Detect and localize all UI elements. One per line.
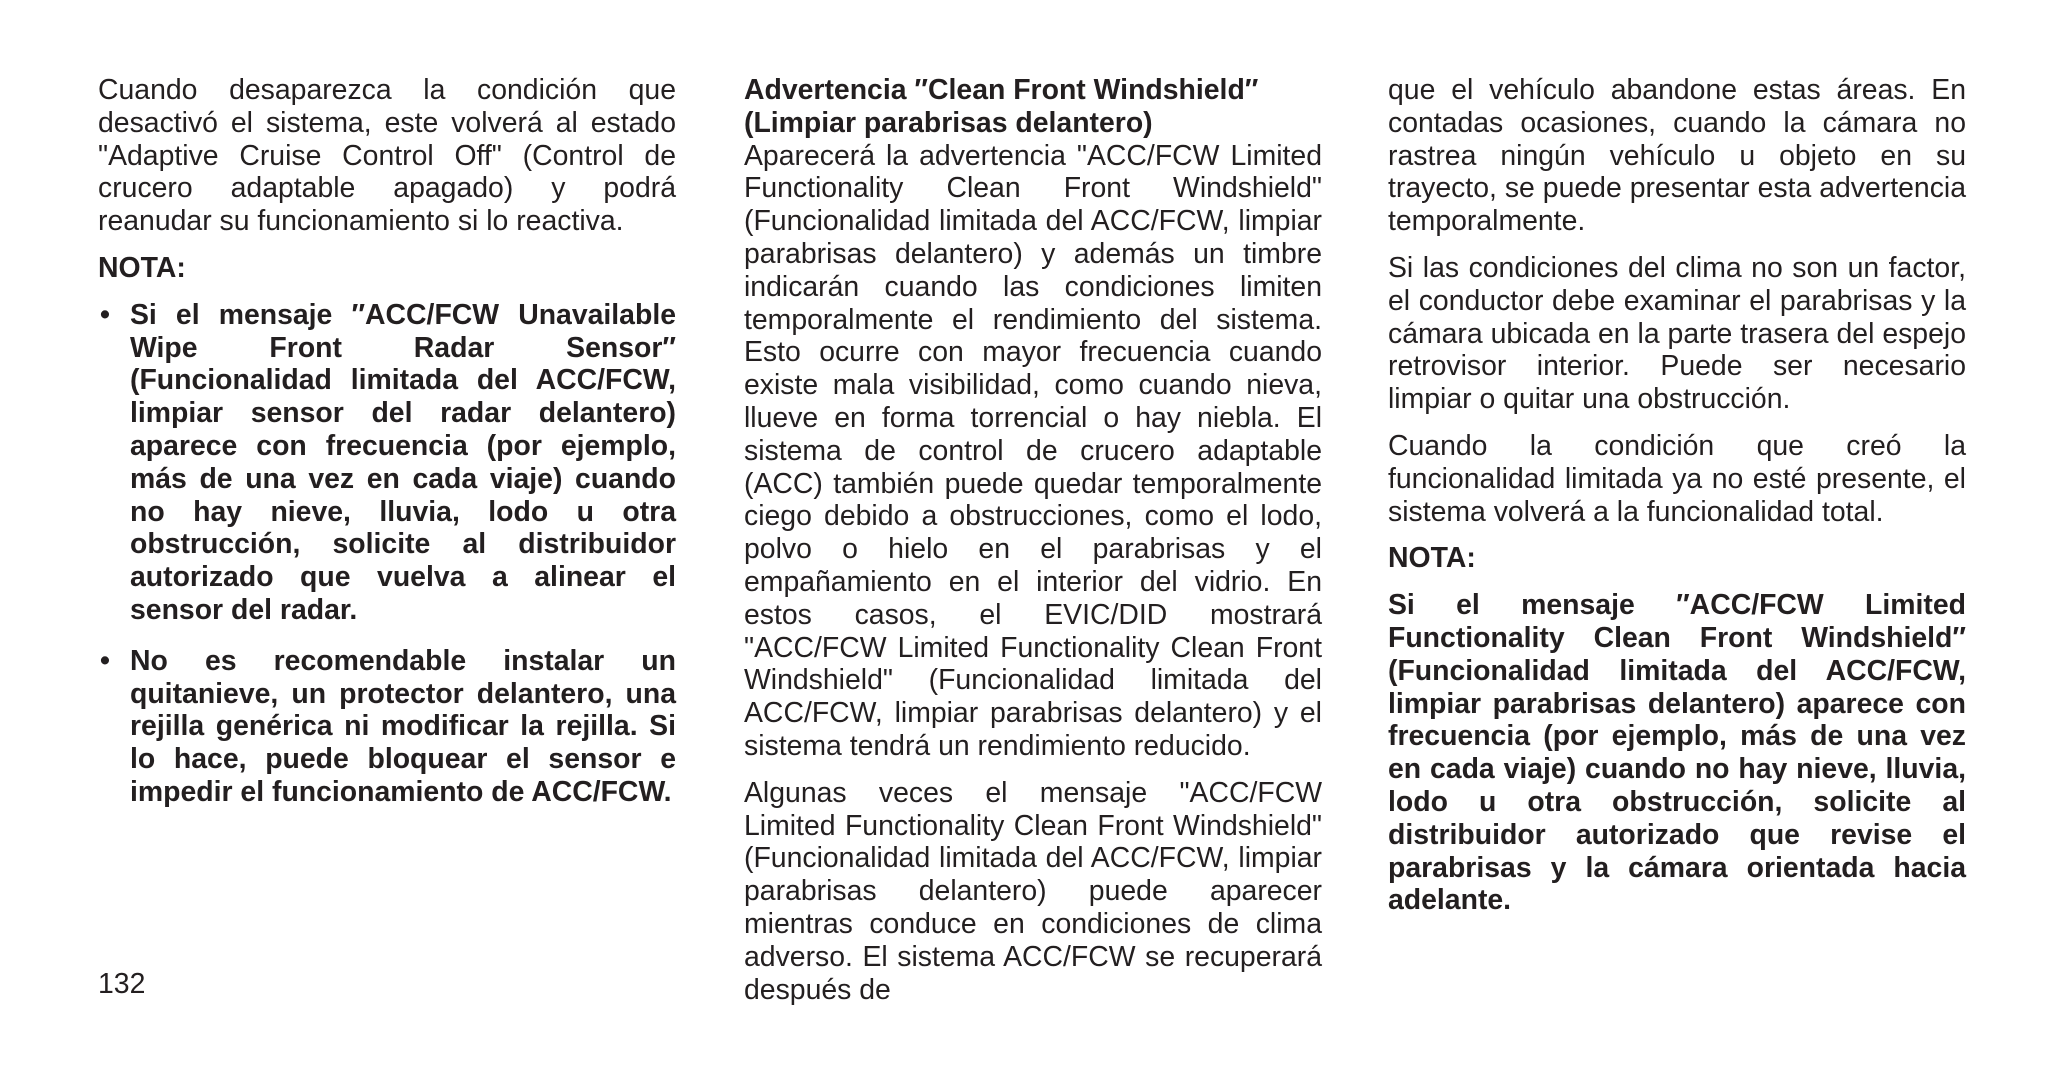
bullet-text: No es recomendable instalar un quitanieve, un protector delantero, una rejilla genérica ni modificar la rejilla. Si lo hace, puede bloquear el sensor e impedir el funcionamiento de ACC/FCW. [130,644,676,808]
column-left [98,74,676,827]
list-item [98,645,676,809]
bullet-icon: • [100,298,110,331]
warning-description-paragraph: Aparecerá la advertencia "ACC/FCW Limited Functionality Clean Front Windshield" (Funcionalidad limitada del ACC/FCW, limpiar parabrisas delantero) y además un timbre indicarán cuando las condiciones limiten temporalmente el rendimiento del sistema. Esto ocurre con mayor frecuencia cuando existe mala visibilidad, como cuando nieva, llueve en forma torrencial o hay niebla. El sistema de control de crucero adaptable (ACC) también puede quedar temporalmente ciego debido a obstrucciones, como el lodo, polvo o hielo en el parabrisas y el empañamiento en el interior del vidrio. En estos casos, el EVIC/DID mostrará "ACC/FCW Limited Functionality Clean Front Windshield" (Funcionalidad limitada del ACC/FCW, limpiar parabrisas delantero) y el sistema tendrá un rendimiento reducido. [744,139,1322,762]
nota-bullet-list [98,299,676,809]
heading-line-1: Advertencia ″Clean Front Windshield″ [744,74,1259,106]
column-middle [744,74,1322,1020]
nota-label: NOTA: [98,251,186,284]
recovery-paragraph: Cuando la condición que creó la funcionalidad limitada ya no esté presente, el sistema volverá a la funcionalidad total. [1388,429,1966,528]
list-item [98,299,676,627]
inspection-paragraph: Si las condiciones del clima no son un factor, el conductor debe examinar el parabrisas y la cámara ubicada en la parte trasera del espejo retrovisor interior. Puede ser necesario limpiar o quitar una obstrucción. [1388,251,1966,416]
page-number: 132 [98,968,146,1000]
bullet-icon: • [100,644,110,677]
nota-label: NOTA: [1388,542,1476,575]
nota-text: Si el mensaje ″ACC/FCW Limited Functionality Clean Front Windshield″ (Funcionalidad limitada del ACC/FCW, limpiar parabrisas delantero) aparece con frecuencia (por ejemplo, más de una vez en cada viaje) cuando no hay nieve, lluvia, lodo u otra obstrucción, solicite al distribuidor autorizado que revise el parabrisas y la cámara orientada hacia adelante. [1388,589,1966,917]
intro-paragraph: Cuando desaparezca la condición que desactivó el sistema, este volverá al estado "Adaptive Cruise Control Off" (Control de crucero adaptable apagado) y podrá reanudar su funcionamiento si lo reactiva. [98,74,676,238]
adverse-weather-paragraph: Algunas veces el mensaje "ACC/FCW Limited Functionality Clean Front Windshield" (Funcionalidad limitada del ACC/FCW, limpiar parabrisas delantero) puede aparecer mientras conduce en condiciones de clima adverso. El sistema ACC/FCW se recuperará después de [744,776,1322,1006]
heading-line-2: (Limpiar parabrisas delantero) [744,106,1153,139]
column-right [1388,74,1966,931]
continuation-paragraph: que el vehículo abandone estas áreas. En contadas ocasiones, cuando la cámara no rastrea ningún vehículo u objeto en su trayecto, se puede presentar esta advertencia temporalmente. [1388,74,1966,238]
bullet-text: Si el mensaje ″ACC/FCW Unavailable Wipe Front Radar Sensor″ (Funcionalidad limitada del ACC/FCW, limpiar sensor del radar delantero) aparece con frecuencia (por ejemplo, más de una vez en cada viaje) cuando no hay nieve, lluvia, lodo u otra obstrucción, solicite al distribuidor autorizado que vuelva a alinear el sensor del radar. [130,298,676,626]
section-heading [744,74,1322,140]
